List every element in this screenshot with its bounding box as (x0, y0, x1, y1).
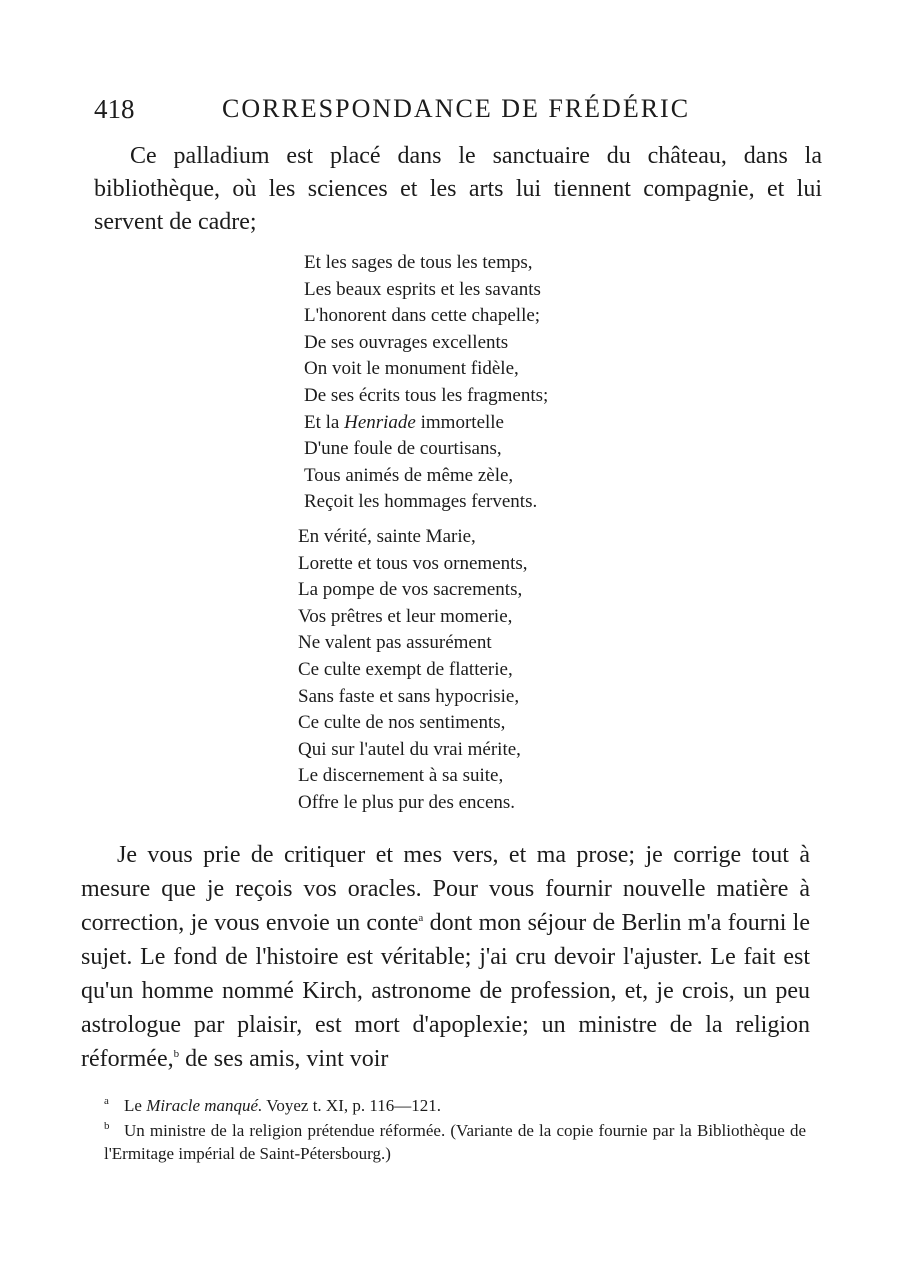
verse-line: Ne valent pas assurément (298, 632, 492, 654)
paragraph-text: dont mon séjour de Berlin m'a fourni le sujet. Le fond de l'histoire est véritable; j'ai cru devoir l'ajuster. Le fait est qu'un homme nommé Kirch, astronome de profession, et, je crois, un peu astrologue par plaisir, est mort d'apoplexie; un ministre de la religion réformée, (81, 910, 811, 1072)
verse-text: immortelle (415, 411, 504, 433)
footnote-text: Le (124, 1096, 147, 1115)
paragraph-text: de ses amis, vint voir (179, 1046, 389, 1072)
verse-line: D'une foule de courtisans, (304, 438, 502, 460)
footnotes (104, 1094, 806, 1167)
verse-line: Offre le plus pur des encens. (298, 791, 516, 813)
verse-line: Qui sur l'autel du vrai mérite, (298, 738, 521, 760)
body-paragraph-1: Ce palladium est placé dans le sanctuaire du château, dans la bibliothèque, où les sciences et les arts lui tiennent compagnie, et lui servent de cadre; (94, 143, 822, 235)
footnote-b: $^b$ Un ministre de la religion prétendue réformée. (Variante de la copie fournie par la Bibliothèque de l'Ermitage impérial de Saint-Pétersbourg.) (104, 1120, 806, 1163)
poem-stanza-1 (304, 250, 548, 516)
work-title: Henriade (344, 411, 416, 433)
verse-line: Sans faste et sans hypocrisie, (298, 685, 520, 707)
verse-line: Lorette et tous vos ornements, (298, 552, 528, 574)
footnote-text: Voyez t. XI, p. 116—121. (262, 1096, 441, 1115)
verse-line: L'honorent dans cette chapelle; (304, 305, 541, 327)
body-paragraph-2 (81, 838, 810, 1076)
footnote-ref-a: a (418, 912, 424, 924)
page-number: 418 (94, 94, 135, 124)
paragraph-text: Je vous prie de critiquer et mes vers, et ma prose; je corrige tout à mesure que je reçois vos oracles. Pour vous fournir nouvelle matière à correction, je vous envoie un conte (81, 842, 810, 936)
footnote-text: Un ministre de la religion prétendue réformée. (Variante de la copie fournie par la Bibliothèque de l'Ermitage impérial de Saint-Pétersbourg.) (104, 1121, 806, 1163)
verse-line: De ses ouvrages excellents (304, 331, 509, 353)
verse-line: Ce culte exempt de flatterie, (298, 658, 513, 680)
verse-line: Vos prêtres et leur momerie, (298, 605, 513, 627)
poem-stanza-2 (298, 524, 528, 817)
verse-line: Tous animés de même zèle, (304, 464, 514, 486)
verse-line: On voit le monument fidèle, (304, 358, 519, 380)
verse-line: De ses écrits tous les fragments; (304, 384, 549, 406)
verse-line (304, 410, 548, 437)
footnote-ref-b: b (173, 1048, 180, 1060)
verse-line: Les beaux esprits et les savants (304, 278, 541, 300)
verse-text: Et la (304, 411, 345, 433)
verse-line: La pompe de vos sacrements, (298, 579, 523, 601)
verse-line: Le discernement à sa suite, (298, 765, 504, 787)
work-title: Miracle manqué. (146, 1096, 263, 1115)
verse-line: Ce culte de nos sentiments, (298, 712, 506, 734)
verse-line: Et les sages de tous les temps, (304, 252, 533, 273)
verse-line: Reçoit les hommages fervents. (304, 491, 538, 513)
verse-line: En vérité, sainte Marie, (298, 526, 476, 547)
footnote-a: $^a$ Le Miracle manqué. Voyez t. XI, p. 116—121. (104, 1095, 441, 1115)
running-title: CORRESPONDANCE DE FRÉDÉRIC (222, 94, 691, 123)
